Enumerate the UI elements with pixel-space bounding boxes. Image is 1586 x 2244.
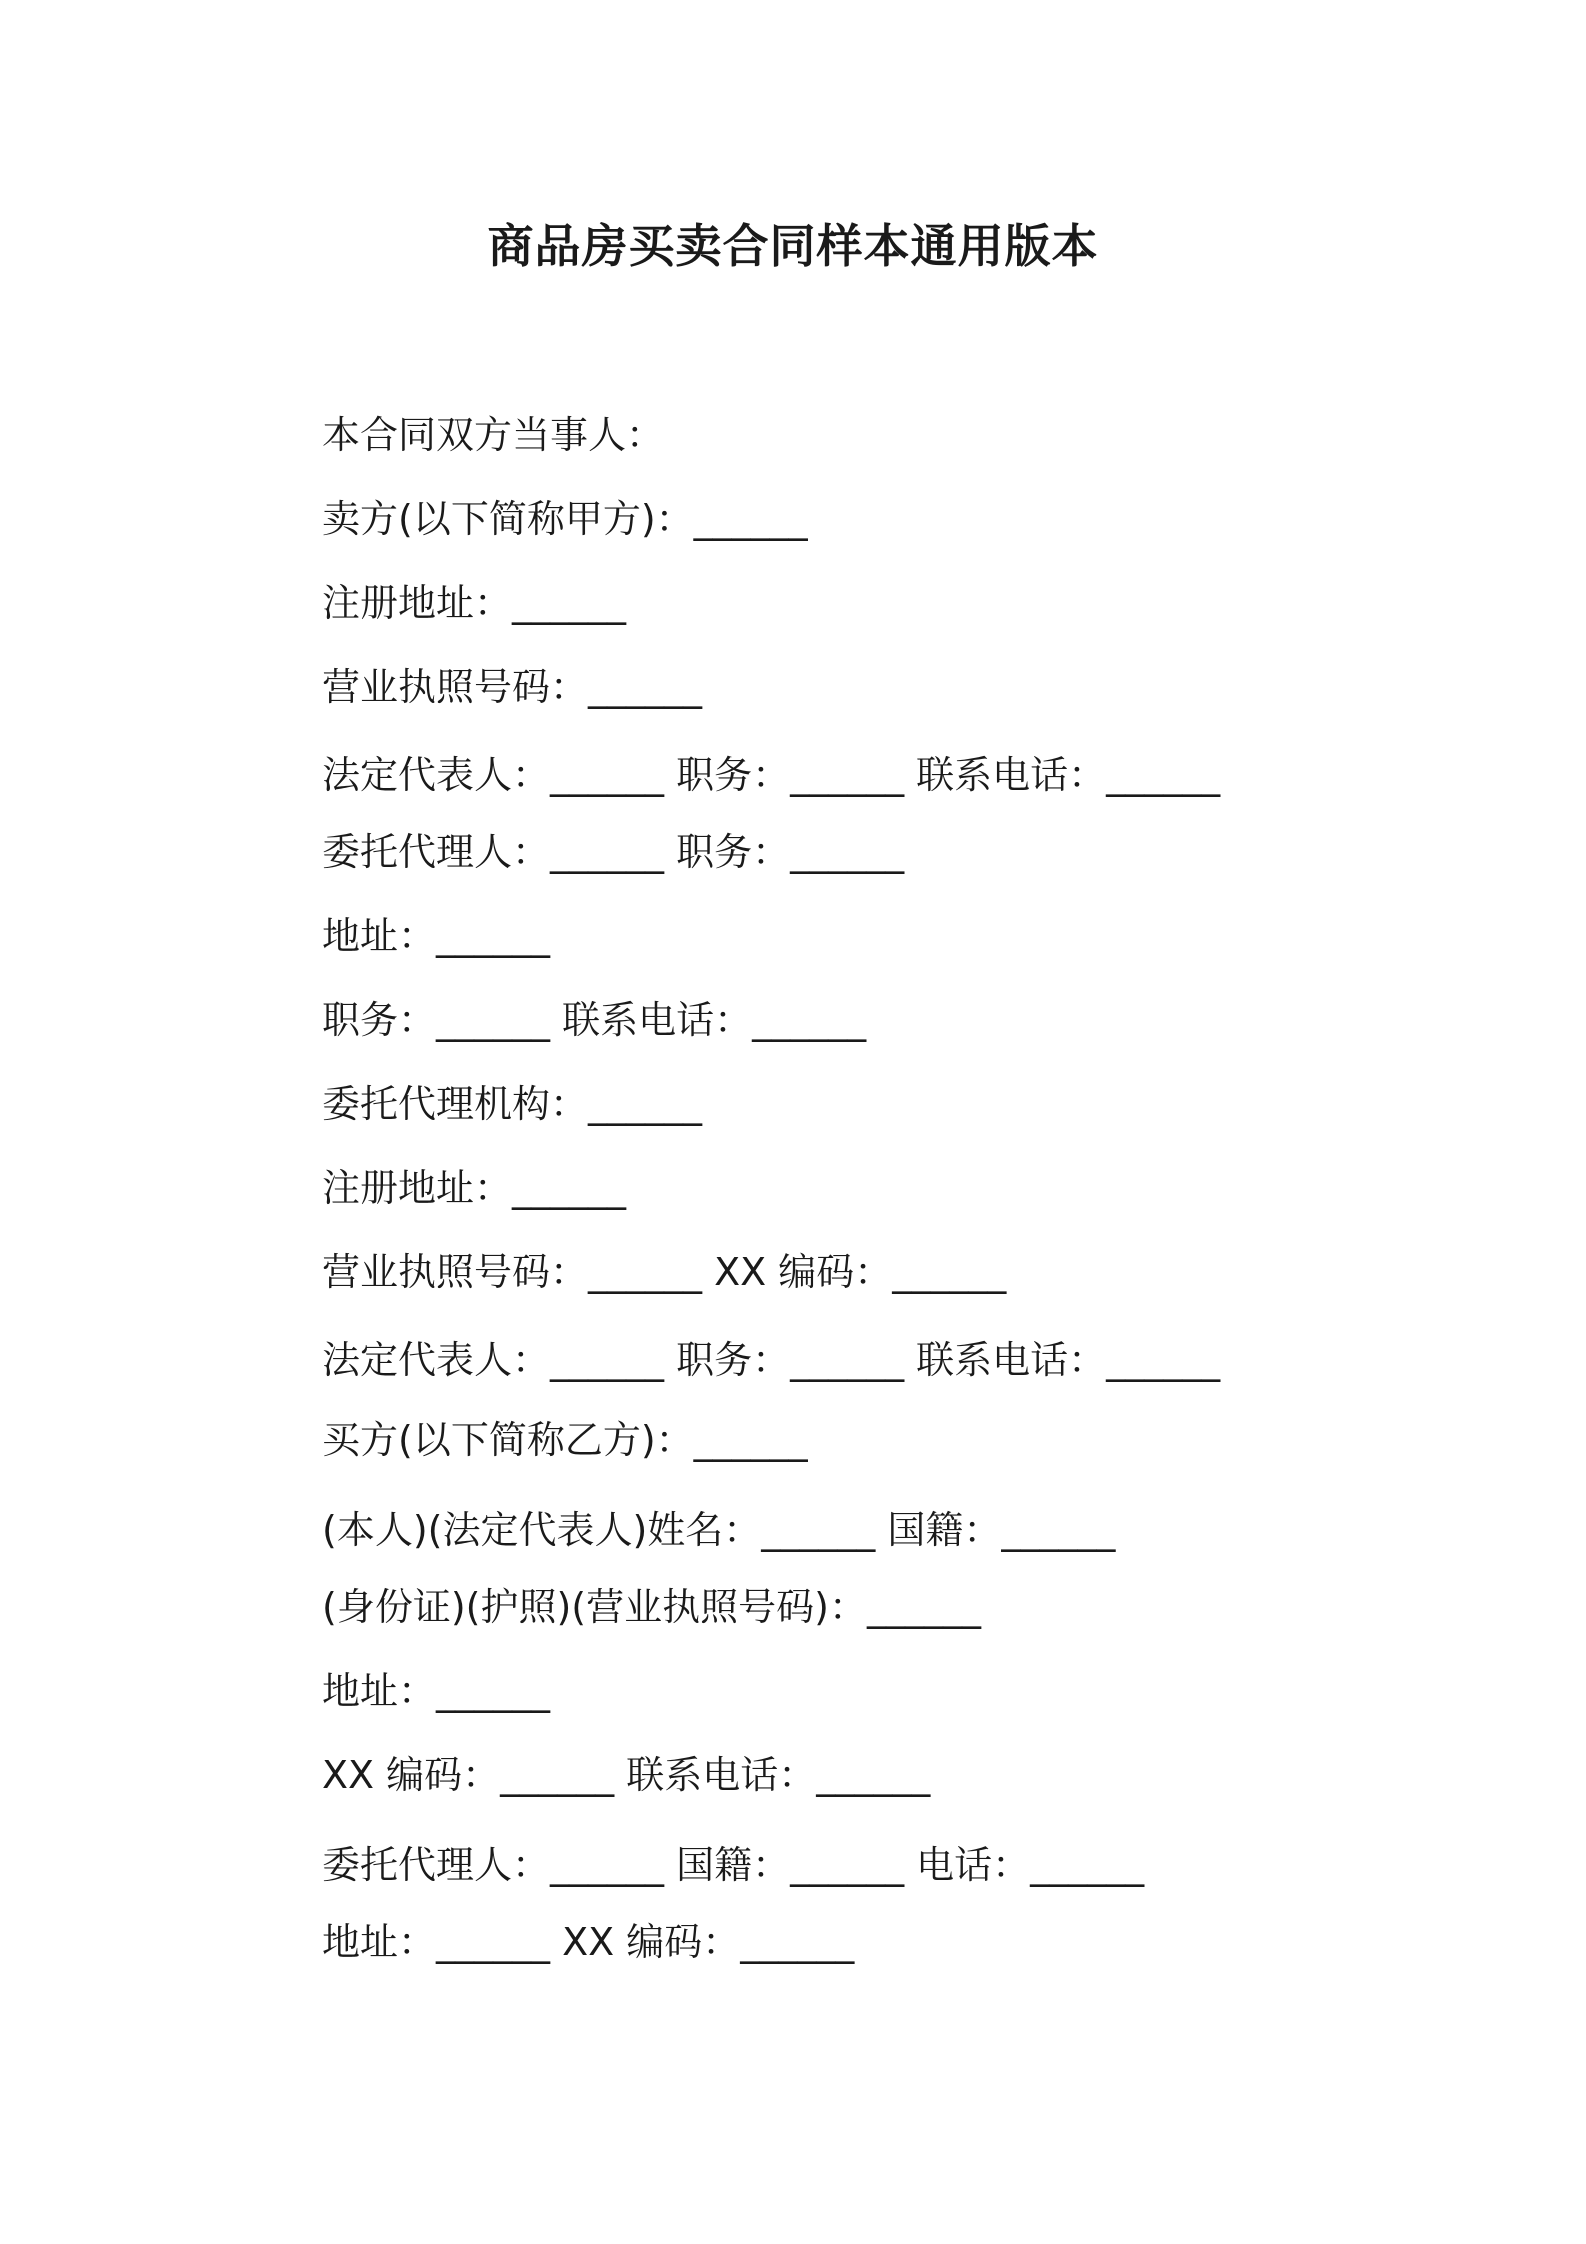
buyer-address: 地址：______ <box>322 1669 551 1713</box>
buyer-id-number: (身份证)(护照)(营业执照号码)：______ <box>322 1585 981 1629</box>
seller-license-number: 营业执照号码：______ <box>322 665 703 709</box>
seller-legal-representative: 法定代表人：______ 职务：______ 联系电话：______ <box>322 753 1221 797</box>
buyer-agent-address: 地址：______ XX 编码：______ <box>322 1920 855 1964</box>
seller-agent-position: 职务：______ 联系电话：______ <box>322 998 867 1042</box>
buyer-name-nationality: (本人)(法定代表人)姓名：______ 国籍：______ <box>322 1508 1116 1552</box>
seller-line: 卖方(以下简称甲方)：______ <box>322 497 808 541</box>
buyer-postcode-phone: XX 编码：______ 联系电话：______ <box>322 1753 931 1797</box>
agency-registered-address: 注册地址：______ <box>322 1166 627 1210</box>
seller-agent-address: 地址：______ <box>322 914 551 958</box>
seller-agent: 委托代理人：______ 职务：______ <box>322 830 905 874</box>
seller-registered-address: 注册地址：______ <box>322 581 627 625</box>
buyer-line: 买方(以下简称乙方)：______ <box>322 1418 808 1462</box>
agency-line: 委托代理机构：______ <box>322 1082 703 1126</box>
agency-legal-representative: 法定代表人：______ 职务：______ 联系电话：______ <box>322 1338 1221 1382</box>
parties-intro: 本合同双方当事人： <box>322 413 665 457</box>
document-title: 商品房买卖合同样本通用版本 <box>487 219 1099 273</box>
buyer-agent: 委托代理人：______ 国籍：______ 电话：______ <box>322 1843 1145 1887</box>
agency-license-number: 营业执照号码：______ XX 编码：______ <box>322 1250 1007 1294</box>
